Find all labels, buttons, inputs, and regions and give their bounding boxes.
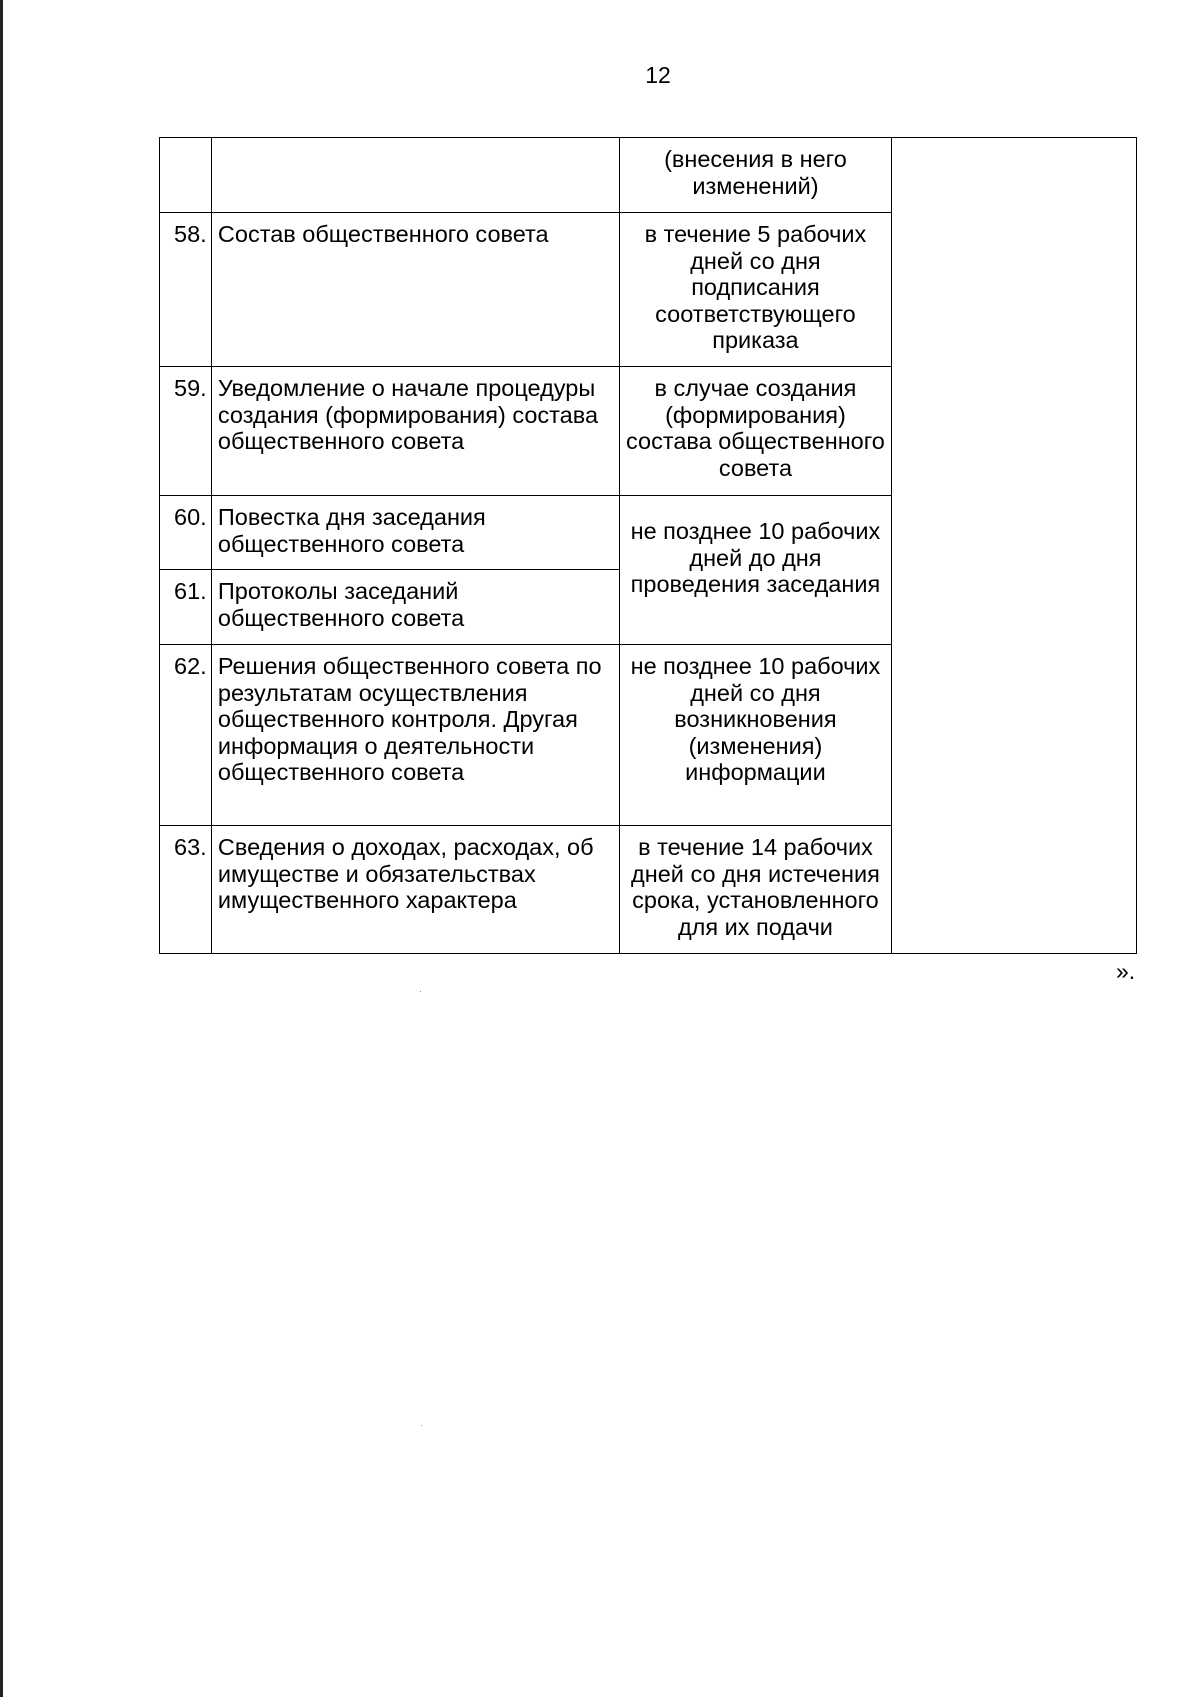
row-name: Сведения о доходах, расходах, об имуществе и обязательствах имущественного характера — [211, 826, 619, 954]
row-name — [211, 138, 619, 213]
row-name: Уведомление о начале процедуры создания (формирования) состава общественного совета — [211, 367, 619, 496]
row-term: в случае создания (формирования) состава общественного совета — [619, 367, 891, 496]
scan-speck — [421, 1425, 422, 1426]
page-number: 12 — [645, 62, 671, 88]
row-name: Протоколы заседаний общественного совета — [211, 570, 619, 645]
row-name: Состав общественного совета — [211, 213, 619, 367]
row-number: 58. — [160, 213, 212, 367]
scan-speck — [420, 991, 421, 992]
scan-edge-line — [0, 0, 3, 1697]
row-number: 59. — [160, 367, 212, 496]
closing-quote: ». — [1116, 958, 1136, 984]
row-term: (внесения в него изменений) — [619, 138, 891, 213]
table-row-continuation — [160, 138, 1137, 213]
row-number: 60. — [160, 496, 212, 570]
row-name: Повестка дня заседания общественного совета — [211, 496, 619, 570]
row-term: в течение 5 рабочих дней со дня подписания соответствующего приказа — [619, 213, 891, 367]
row-term-merged: не позднее 10 рабочих дней до дня проведения заседания — [619, 496, 891, 645]
info-table — [159, 137, 1137, 954]
row-name: Решения общественного совета по результатам осуществления общественного контроля. Другая информация о деятельности общественного совета — [211, 645, 619, 826]
row-term: в течение 14 рабочих дней со дня истечения срока, установленного для их подачи — [619, 826, 891, 954]
row-number — [160, 138, 212, 213]
row-number: 61. — [160, 570, 212, 645]
row-number: 63. — [160, 826, 212, 954]
row-term: не позднее 10 рабочих дней со дня возникновения (изменения) информации — [619, 645, 891, 826]
row-number: 62. — [160, 645, 212, 826]
extra-column-cell — [891, 138, 1136, 954]
